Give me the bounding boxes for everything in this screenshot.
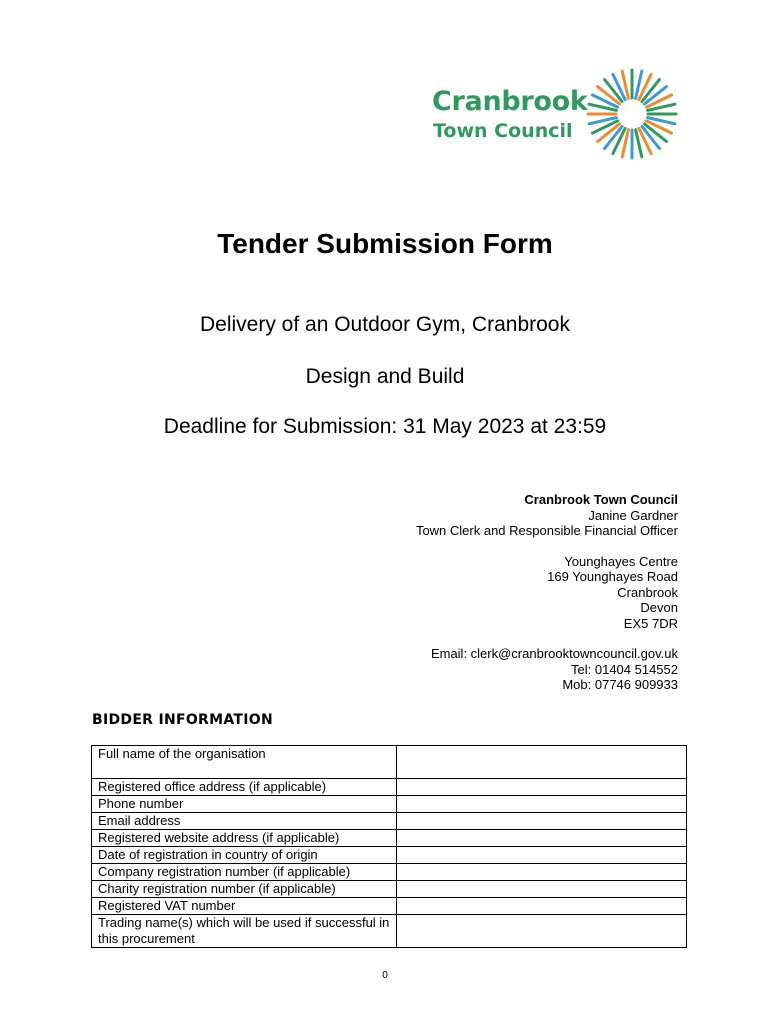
address-line: 169 Younghayes Road (547, 569, 678, 584)
address-line: Cranbrook (617, 584, 678, 600)
contact-role: Town Clerk and Responsible Financial Officer (415, 523, 678, 538)
address-line: Devon (640, 600, 678, 615)
subtitle-deadline: Deadline for Submission: 31 May 2023 at 23:59 (163, 415, 607, 438)
page-title: Tender Submission Form (217, 228, 553, 259)
table-row (92, 779, 687, 796)
table-row (92, 796, 687, 813)
row-label: Phone number (92, 796, 397, 813)
bidder-table (91, 745, 687, 948)
row-label: Email address (92, 813, 397, 830)
row-label: Date of registration in country of origin (92, 847, 397, 864)
table-row (92, 847, 687, 864)
row-value-field[interactable] (397, 746, 687, 779)
contact-block (416, 492, 678, 693)
row-value-field[interactable] (397, 898, 687, 915)
row-value-field[interactable] (397, 915, 687, 948)
row-label: Registered office address (if applicable) (92, 779, 397, 796)
row-label: Registered website address (if applicable) (92, 830, 397, 847)
address-line: Younghayes Centre (564, 553, 678, 569)
row-value-field[interactable] (397, 796, 687, 813)
row-value-field[interactable] (397, 830, 687, 847)
contact-mob: Mob: 07746 909933 (562, 677, 678, 692)
row-label: Trading name(s) which will be used if successful in this procurement (92, 915, 397, 948)
row-value-field[interactable] (397, 881, 687, 898)
row-value-field[interactable] (397, 864, 687, 881)
table-row (92, 881, 687, 898)
table-row (92, 864, 687, 881)
table-row (92, 813, 687, 830)
logo-line1: Cranbrook (432, 86, 588, 117)
address-line: EX5 7DR (623, 615, 678, 631)
contact-org: Cranbrook Town Council (524, 492, 678, 507)
row-value-field[interactable] (397, 847, 687, 864)
table-row (92, 898, 687, 915)
row-label: Charity registration number (if applicable) (92, 881, 397, 898)
table-row (92, 915, 687, 948)
row-label: Company registration number (if applicable) (92, 864, 397, 881)
sunburst-icon (584, 68, 680, 164)
row-label: Full name of the organisation (92, 746, 397, 779)
section-title: BIDDER INFORMATION (92, 712, 273, 728)
subtitle-scope: Design and Build (305, 365, 465, 388)
row-value-field[interactable] (397, 813, 687, 830)
table-row (92, 746, 687, 779)
logo-line2: Town Council (433, 120, 573, 142)
subtitle-project: Delivery of an Outdoor Gym, Cranbrook (200, 313, 570, 336)
row-label: Registered VAT number (92, 898, 397, 915)
table-row (92, 830, 687, 847)
contact-tel: Tel: 01404 514552 (571, 661, 678, 677)
page-number: 0 (382, 970, 388, 981)
contact-email[interactable]: Email: clerk@cranbrooktowncouncil.gov.uk (430, 646, 678, 661)
row-value-field[interactable] (397, 779, 687, 796)
contact-name: Janine Gardner (588, 507, 678, 523)
council-logo (432, 68, 682, 164)
